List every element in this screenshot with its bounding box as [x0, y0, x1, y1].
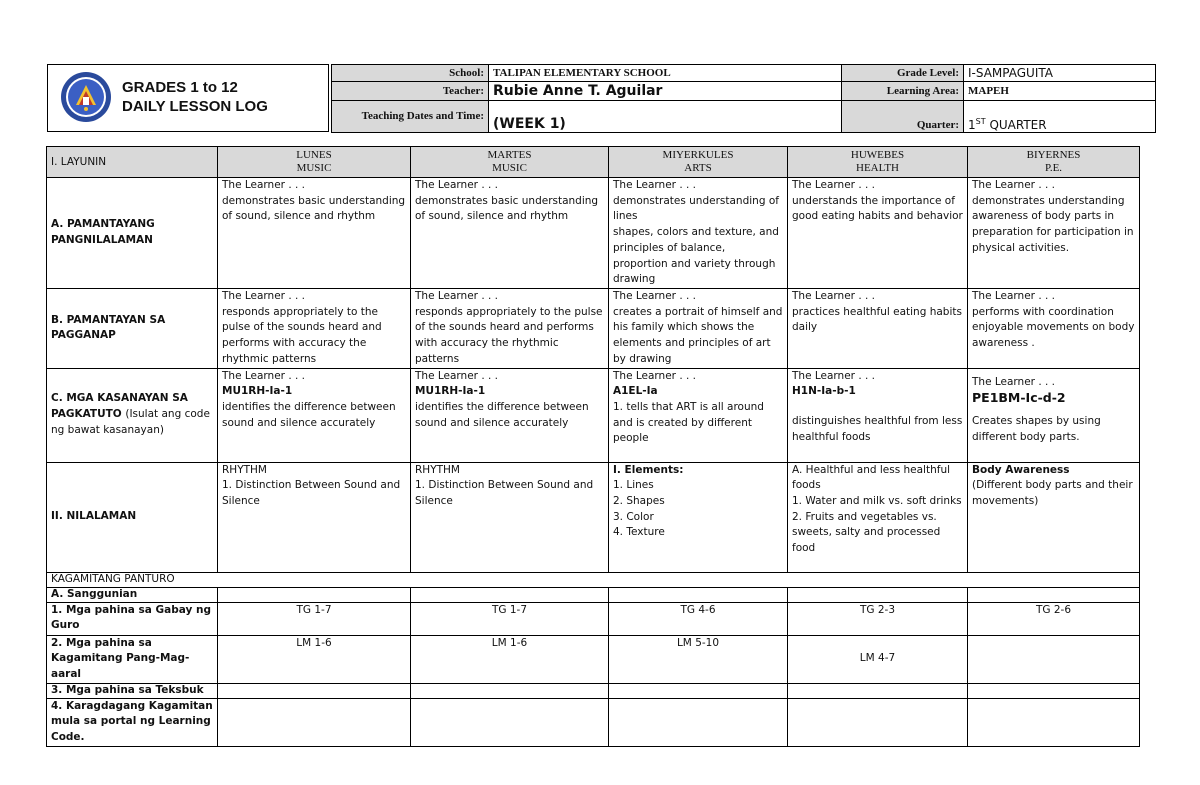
karagdagang-kagamitan-label: 4. Karagdagang Kagamitan mula sa portal ng Learning Code.	[47, 698, 218, 746]
teaching-dates-value: (WEEK 1)	[489, 101, 842, 133]
table-cell: The Learner . . . PE1BM-Ic-d-2 Creates shapes by using different body parts.	[968, 368, 1140, 462]
grade-level-label: Grade Level:	[842, 65, 964, 82]
table-row	[47, 572, 1140, 587]
table-cell	[788, 587, 968, 602]
col-huwebes: HUWEBES HEALTH	[788, 147, 968, 178]
table-cell: LM 1-6	[218, 635, 411, 683]
table-cell: RHYTHM 1. Distinction Between Sound and Silence	[218, 462, 411, 572]
table-cell: LM 5-10	[609, 635, 788, 683]
table-cell	[411, 683, 609, 698]
header-row	[47, 147, 1140, 178]
table-cell: TG 1-7	[411, 602, 609, 635]
teksbuk-label: 3. Mga pahina sa Teksbuk	[47, 683, 218, 698]
kagamitang-pang-mag-aaral-label: 2. Mga pahina sa Kagamitang Pang-Mag-aaral	[47, 635, 218, 683]
table-cell	[218, 698, 411, 746]
grade-level-value: I-SAMPAGUITA	[964, 65, 1156, 82]
table-row	[47, 587, 1140, 602]
table-cell: A. Healthful and less healthful foods 1. Water and milk vs. soft drinks 2. Fruits and vegetables vs. sweets, salty and processed food	[788, 462, 968, 572]
teacher-value: Rubie Anne T. Aguilar	[489, 82, 842, 101]
table-cell	[788, 698, 968, 746]
table-cell: The Learner . . . demonstrates basic understanding of sound, silence and rhythm	[411, 178, 609, 289]
table-row	[47, 698, 1140, 746]
teacher-label: Teacher:	[332, 82, 489, 101]
row-label-pamantayan-sa-pagganap: B. PAMANTAYAN SA PAGGANAP	[47, 289, 218, 369]
table-cell	[218, 683, 411, 698]
table-row	[47, 683, 1140, 698]
col-biyernes: BIYERNES P.E.	[968, 147, 1140, 178]
row-label-pamantayang-pangnilalaman: A. PAMANTAYANG PANGNILALAMAN	[47, 178, 218, 289]
col-lunes: LUNES MUSIC	[218, 147, 411, 178]
table-row	[47, 178, 1140, 289]
deped-seal-icon	[60, 71, 112, 123]
table-row	[47, 289, 1140, 369]
title-line-1: GRADES 1 to 12	[122, 79, 238, 96]
school-label: School:	[332, 65, 489, 82]
table-row	[47, 368, 1140, 462]
table-cell: Body Awareness (Different body parts and their movements)	[968, 462, 1140, 572]
teaching-dates-label: Teaching Dates and Time:	[332, 101, 489, 133]
title-block	[47, 64, 329, 132]
table-cell: TG 4-6	[609, 602, 788, 635]
kagamitang-panturo-heading: KAGAMITANG PANTURO	[47, 572, 1140, 587]
col-miyerkules: MIYERKULES ARTS	[609, 147, 788, 178]
table-cell: The Learner . . . MU1RH-Ia-1 identifies the difference between sound and silence accurately	[411, 368, 609, 462]
table-cell: I. Elements: 1. Lines 2. Shapes 3. Color 4. Texture	[609, 462, 788, 572]
quarter-label: Quarter:	[842, 101, 964, 133]
layunin-heading: I. LAYUNIN	[47, 147, 218, 178]
table-cell: The Learner . . . MU1RH-Ia-1 identifies the difference between sound and silence accurately	[218, 368, 411, 462]
table-cell	[968, 683, 1140, 698]
quarter-value: 1ST QUARTER	[964, 101, 1156, 133]
table-cell: TG 2-6	[968, 602, 1140, 635]
table-row	[47, 602, 1140, 635]
table-cell	[968, 698, 1140, 746]
row-label-mga-kasanayan: C. MGA KASANAYAN SA PAGKATUTO (Isulat ang code ng bawat kasanayan)	[47, 368, 218, 462]
document-title	[122, 78, 268, 116]
table-cell	[411, 587, 609, 602]
row-label-nilalaman: II. NILALAMAN	[47, 462, 218, 572]
col-martes: MARTES MUSIC	[411, 147, 609, 178]
table-cell: TG 1-7	[218, 602, 411, 635]
table-row	[47, 635, 1140, 683]
header-info-table	[331, 64, 1156, 133]
title-line-2: DAILY LESSON LOG	[122, 98, 268, 115]
table-cell: The Learner . . . A1EL-Ia 1. tells that ART is all around and is created by different people	[609, 368, 788, 462]
table-cell: RHYTHM 1. Distinction Between Sound and Silence	[411, 462, 609, 572]
table-cell: The Learner . . . responds appropriately to the pulse of the sounds heard and performs with accuracy the rhythmic patterns	[411, 289, 609, 369]
table-cell	[609, 698, 788, 746]
lesson-log-table	[46, 146, 1140, 747]
table-cell: The Learner . . . responds appropriately to the pulse of the sounds heard and performs with accuracy the rhythmic patterns	[218, 289, 411, 369]
table-cell	[968, 635, 1140, 683]
gabay-ng-guro-label: 1. Mga pahina sa Gabay ng Guro	[47, 602, 218, 635]
learning-area-value: MAPEH	[964, 82, 1156, 101]
table-cell	[411, 698, 609, 746]
table-cell	[218, 587, 411, 602]
table-cell	[609, 683, 788, 698]
table-cell: LM 1-6	[411, 635, 609, 683]
table-cell	[788, 683, 968, 698]
table-cell: The Learner . . . creates a portrait of himself and his family which shows the elements and principles of art by drawing	[609, 289, 788, 369]
sanggunian-label: A. Sanggunian	[47, 587, 218, 602]
table-cell: TG 2-3	[788, 602, 968, 635]
table-cell: The Learner . . . understands the importance of good eating habits and behavior	[788, 178, 968, 289]
table-row	[47, 462, 1140, 572]
table-cell: The Learner . . . demonstrates basic understanding of sound, silence and rhythm	[218, 178, 411, 289]
school-value: TALIPAN ELEMENTARY SCHOOL	[489, 65, 842, 82]
table-cell: LM 4-7	[788, 635, 968, 683]
learning-area-label: Learning Area:	[842, 82, 964, 101]
table-cell	[968, 587, 1140, 602]
table-cell: The Learner . . . demonstrates understanding of lines shapes, colors and texture, and principles of balance, proportion and variety through drawing	[609, 178, 788, 289]
table-cell: The Learner . . . performs with coordination enjoyable movements on body awareness .	[968, 289, 1140, 369]
table-cell	[609, 587, 788, 602]
table-cell: The Learner . . . practices healthful eating habits daily	[788, 289, 968, 369]
table-cell: The Learner . . . demonstrates understanding awareness of body parts in preparation for participation in physical activities.	[968, 178, 1140, 289]
table-cell: The Learner . . . H1N-Ia-b-1 distinguishes healthful from less healthful foods	[788, 368, 968, 462]
